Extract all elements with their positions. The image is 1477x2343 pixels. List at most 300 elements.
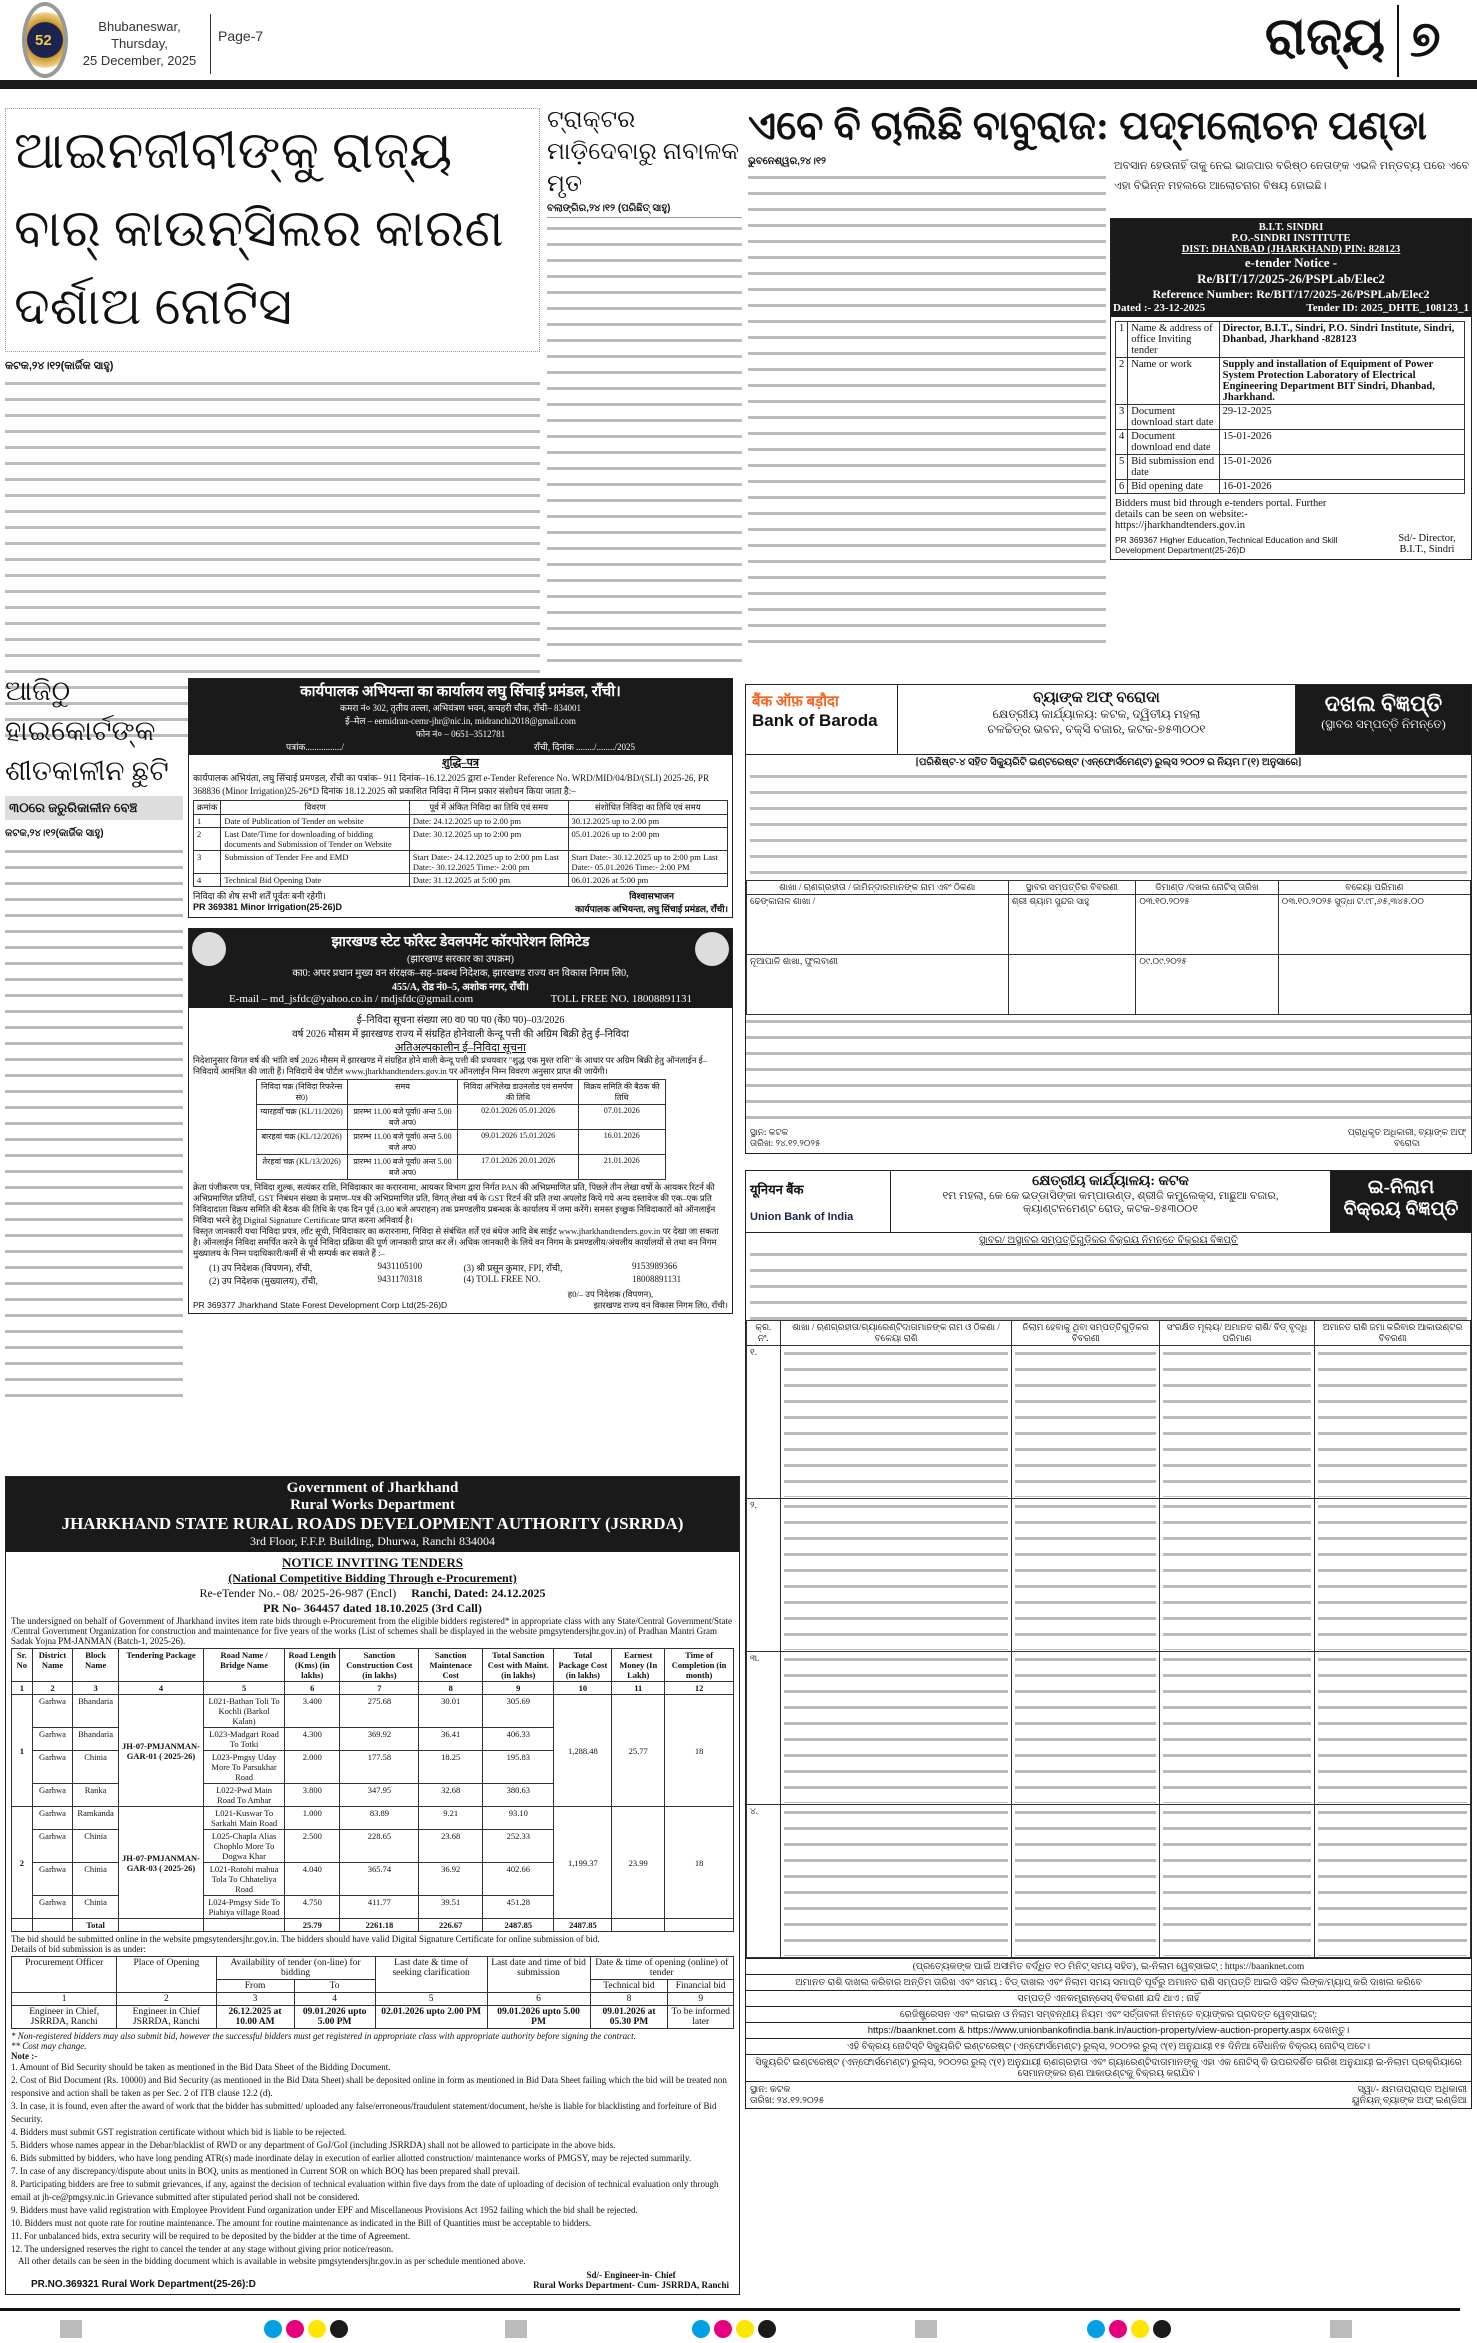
footer-final_note: ସିକ୍ୟୁରିଟି ଇଣ୍ଟରେଷ୍ଟ (ଏନ୍‌ଫୋର୍ସମେଣ୍ଟ) ରୁଲ୍ସ, ୨୦୦୨ର ରୁଲ୍ ୯(୧) ଅନୁଯାୟୀ ଋଣଗ୍ରହୀତା ଏବଂ ଗ୍ୟାରେଣ୍ଟିଦାତାମାନଙ୍କୁ ଏହା ଏକ ନୋଟିସ୍ କି ଉପରଦର୍ଶିତ ତାରିଖ ଅନୁଯାୟୀ ଇ-ନିଲାମ ପ୍ରକ୍ରିୟାରେ ସେମାନଙ୍କର ଋଣ ଆକାଉଣ୍ଟକୁ ବିକ୍ରୟ କରାଯିବ। — [746, 2054, 1471, 2081]
middle-ads-column — [188, 678, 733, 1314]
column-header: Date & time of opening (online) of tender — [590, 1957, 733, 1980]
column-header: ଶାଖା / ଋଣଗ୍ରହୀତା / ଜାମିନ୍‌ଦାରମାନଙ୍କ ନାମ ଏବଂ ଠିକଣା — [747, 881, 1009, 895]
forest-notice-title: वर्ष 2026 मौसम में झारखण्ड राज्य में संग्रहित होनेवाली केन्दू पत्ती की अग्रिम बिक्री हेतु ई–निविदा — [292, 1029, 629, 1040]
column-number: 10 — [554, 1682, 612, 1695]
bob-notice-sub: (ସ୍ଥାବର ସମ୍ପତ୍ତି ନିମନ୍ତେ) — [1321, 717, 1446, 731]
footer-notice15: ଏହି ବିକ୍ରୟ ନୋଟିସ୍‌ଟି ସିକ୍ୟୁରିଟି ଇଣ୍ଟରେଷ୍ଟ (ଏନ୍‌ଫୋର୍ସମେଣ୍ଟ) ରୁଲ୍ସ, ୨୦୦୨ର ରୁଲ୍ ୯(୧) ଅନୁଯାୟୀ ୧୫ ଦିନିଆ ବୈଧାନିକ ବିକ୍ରୟ ନୋଟିସ୍ ଅଟେ। — [746, 2038, 1471, 2054]
column-header: समय — [347, 1080, 457, 1105]
jsrrda-header-2: JHARKHAND STATE RURAL ROADS DEVELOPMENT AUTHORITY (JSRRDA) — [61, 1514, 684, 1533]
value: 406.33 — [483, 1728, 554, 1751]
table-cell: 09.01.2026 upto 5.00 PM — [487, 2006, 590, 2029]
value: 9.21 — [419, 1807, 483, 1830]
mi-date: राँची, दिनांक ......../......../2025 — [533, 742, 635, 752]
table-row — [256, 1105, 665, 1130]
union-address-2: କ୍ୟାଣ୍ଟନମେଣ୍ଟ ରୋଡ୍, କଟକ-୭୫୩୦୦୧ — [1022, 1203, 1198, 1215]
table-header — [12, 1957, 734, 1980]
column-header: क्रमांक — [194, 801, 221, 815]
forest-notice-sub: अतिअल्पकालीन ई–निविदा सूचना — [395, 1042, 526, 1054]
jsrrda-pr-call: PR No- 364457 dated 18.10.2025 (3rd Call) — [263, 1601, 482, 1615]
table-cell — [780, 1346, 1012, 1499]
forest-intro: निदेशानुसार विगत वर्ष की भांति वर्ष 2026 मौसम में झारखण्ड में संग्रहित होने वाली केन्दू पत्ती की प्रचयवार "शुद्ध एक मुश्त राशि" के आधार पर अग्रिम बिक्री हेतु ऑनलाईन ई–निविदायें आमंत्रित की जाती हैं। निविदायें वेब पोर्टल www.jharkhandtenders.gov.in पर ऑनलाईन निम्न विवरण अनुसार प्राप्त की जायेंगी। — [193, 1055, 707, 1076]
column-number: 2 — [32, 1682, 73, 1695]
value: 93.10 — [483, 1807, 554, 1830]
contact-name: (2) उप निदेशक (मुख्यालय), राँची, — [209, 1276, 318, 1286]
table-header — [194, 801, 728, 815]
article-highcourt — [5, 672, 183, 1405]
column-numbers — [12, 1993, 734, 2006]
column-header: विवरण — [221, 801, 409, 815]
value: 1.000 — [285, 1807, 340, 1830]
column-header: Road Name / Bridge Name — [204, 1649, 285, 1682]
table-cell — [1012, 1346, 1159, 1499]
bit-ref: Re/BIT/17/2025-26/PSPLab/Elec2 — [1256, 287, 1430, 301]
row-number: ୩. — [747, 1652, 781, 1805]
table-cell: 17.01.2026 20.01.2026 — [458, 1155, 579, 1180]
forest-table — [256, 1079, 666, 1180]
mi-subtitle: शुद्धि–पत्र — [442, 757, 479, 769]
total-package: 2487.85 — [554, 1919, 612, 1932]
table-cell: 09.01.2026 15.01.2026 — [458, 1130, 579, 1155]
sr-no: 2 — [12, 1807, 33, 1919]
column-number: 9 — [668, 1993, 734, 2006]
table-cell: ନୂଆପାଳି ଶାଖା, ଫୁଲବାଣୀ — [747, 955, 1009, 1015]
contact-name: (1) उप निदेशक (विपणन), राँची, — [209, 1263, 313, 1273]
column-header: Tendering Package — [118, 1649, 203, 1682]
jsrrda-footnote-1: * Non-registered bidders may also submit bid, however the successful bidders must get registered in appropriate class with appropriate authority before signing the contract. — [11, 2031, 636, 2041]
table-cell — [1159, 1652, 1314, 1805]
jsrrda-header-1: Rural Works Department — [290, 1497, 455, 1513]
table-row — [194, 815, 728, 828]
forest-org-sign: झारखण्ड राज्य वन विकास निगम लि0, राँची। — [593, 1300, 728, 1310]
masthead — [0, 0, 1477, 95]
table-row — [256, 1155, 665, 1180]
table-row — [747, 1346, 1471, 1499]
table-row — [1116, 322, 1465, 358]
table-cell: 07.01.2026 — [578, 1105, 665, 1130]
total-construction: 2261.18 — [340, 1919, 419, 1932]
column-header: Technical bid — [590, 1980, 668, 1993]
table-row — [256, 1130, 665, 1155]
value: 411.77 — [340, 1896, 419, 1919]
bob-logo-hi: बैंक ऑफ़ बड़ौदा — [752, 694, 839, 710]
table-row — [1116, 405, 1465, 430]
article-tail: ଅବସାନ ହେଉନାହିଁ ତାକୁ ନେଇ ଭାଜପାର ବରିଷ୍ଠ ନେତାଙ୍କ ଏଭଳି ମନ୍ତବ୍ୟ ପରେ ଏବେ ଏହା ବିଭିନ୍ନ ମହଲରେ ଆଲୋଚନାର ବିଷୟ ହୋଇଛି। — [1114, 160, 1470, 192]
forest-para2: विस्तृत जानकारी यथा निविदा प्रपत्र, लॉट सूची, निविदाकार का करारनामा, निविदा से संबंधित शर्तें एवं बंधेज आदि वेब साईट www.jharkhandtenders.gov.in पर देखा जा सकता है। ऑनलाईन निविदा समर्पित करने के पूर्व निविदा प्रक्रिया की पूर्ण जानकारी प्राप्त कर लें। अधिक जानकारी के लिये वन निगम के प्रमण्डलीय/अंचलीय कार्यालयों से तथा वन निगम मुख्यालय के निम्न पदाधिकारी/कर्मी से भी सम्पर्क कर सकते हैं :– — [193, 1226, 719, 1258]
table-cell: ଶ୍ରୀ ଶ୍ୟାମ ସୁନ୍ଦର ସାହୁ — [1008, 895, 1136, 955]
value: 177.58 — [340, 1751, 419, 1784]
footer-urls: https://baanknet.com & https://www.unionbankofindia.bank.in/auction-property/view-auction-property.aspx ଦେଖନ୍ତୁ। — [746, 2022, 1471, 2038]
value: 32.68 — [419, 1784, 483, 1807]
road-name: L024-Pmgsy Side To Piahiya village Road — [204, 1896, 285, 1919]
column-header: Road Length (Kms) (in lakhs) — [285, 1649, 340, 1682]
table-cell: 15-01-2026 — [1219, 455, 1464, 480]
forest-emblem-right — [695, 932, 729, 966]
district: Garhwa — [32, 1784, 73, 1807]
table-cell: 15-01-2026 — [1219, 430, 1464, 455]
note-item: 12. The undersigned reserves the right to cancel the tender at any stage without giving prior notice/reason. — [11, 2244, 394, 2254]
column-header: ସଂରକ୍ଷିତ ମୂଲ୍ୟ/ ଅମାନତ ରାଶି/ ବିଡ୍ ବୃଦ୍ଧି ପରିମାଣ — [1159, 1321, 1314, 1346]
district: Garhwa — [32, 1751, 73, 1784]
note-item: 5. Bidders whose names appear in the Debar/blacklist of RWD or any department of GoJ/GoI (including JSRRDA) shall not be allowed to participate in the above bids. — [11, 2140, 616, 2150]
contact-phone: 9431105100 — [377, 1261, 423, 1271]
table-row — [194, 874, 728, 887]
table-cell: Date: 24.12.2025 up to 2.00 pm — [409, 815, 568, 828]
table-cell — [1159, 1805, 1314, 1958]
footer-encumbrance: ସମ୍ପତ୍ତି ଏନକମ୍ବ୍ରାନ୍‌ସେସ୍ ବିବରଣୀ ଯଦି ଥାଏ : ନାହିଁ — [746, 1990, 1471, 2006]
headline: ଏବେ ବି ଚାଲିଛି ବାବୁରାଜ: ପଦ୍ମଲୋଚନ ପଣ୍ଡା — [748, 103, 1428, 148]
column-header: To — [294, 1980, 375, 1993]
table-cell: 3 — [194, 851, 221, 874]
mi-note: निविदा की शेष सभी शर्तें पूर्वतः बनी रहेगी। — [193, 891, 326, 901]
table-header — [256, 1080, 665, 1105]
bank-of-baroda-possession-notice — [745, 684, 1472, 1154]
table-row — [12, 1807, 734, 1830]
table-cell: 3 — [1116, 405, 1128, 430]
forest-email: E-mail – md_jsfdc@yahoo.co.in / mdjsfdc@gmail.com — [229, 993, 474, 1005]
table-cell: 6 — [1116, 480, 1128, 494]
table-cell: Engineer in Chief JSRRDA, Ranchi — [117, 2006, 216, 2029]
table-cell: Start Date:- 24.12.2025 up to 2:00 pm Last Date:- 30.12.2025 Time:- 2:00 pm — [409, 851, 568, 874]
table-cell: Date of Publication of Tender on website — [221, 815, 409, 828]
empty-cell — [118, 1919, 203, 1932]
column-header: Time of Completion (in month) — [665, 1649, 734, 1682]
column-header: କ୍ର. ନଂ. — [747, 1321, 781, 1346]
column-number: 5 — [204, 1682, 285, 1695]
column-header: District Name — [32, 1649, 73, 1682]
bit-header-1: P.O.-SINDRI INSTITUTE — [1231, 233, 1351, 244]
bit-pr: PR 369367 Higher Education,Technical Education and Skill Development Department(25-26)D — [1115, 535, 1338, 555]
forest-para1: क्रेता पंजीकरण पत्र, निविदा शुल्क, सत्यंकर राशि, निविदाकार का करारनामा, आयकर विभाग द्वारा निर्गत PAN की अभिप्रमाणित प्रति, पिछले तीन लेखा वर्षो के आयकर रिटर्न की अभिप्रमाणित प्रतियाँ, GST निबंधन संख्या के प्रमाण–पत्र की अभिप्रमाणित प्रति, विगत् लेखा वर्ष के GST रिटर्न की प्रति तथा अपलोड किये गये अन्य दस्तावेज की एक–एक प्रति निविदादाता विक्रय समिति की बैठक की तिथि के एक दिन पूर्व (3.00 बजे अपराहन) तक प्रमण्डलीय प्रबन्धक के कार्यालय में जमा करेंगे। समस्त इच्छुक निविदाकारों को ऑनलाईन निविदा भरने हेतु Digital Signature Certificate प्राप्त करना अनिवार्य है। — [193, 1182, 716, 1225]
bit-dated: Dated :- 23-12-2025 — [1113, 302, 1206, 314]
block: Ramkanda — [73, 1807, 118, 1830]
value: 4.040 — [285, 1863, 340, 1896]
mi-pr: PR 369381 Minor Irrigation(25-26)D — [193, 902, 343, 912]
table-cell — [1008, 955, 1136, 1015]
note-item: 1. Amount of Bid Security should be taken as mentioned in the Bid Data Sheet of the Bidding Document. — [11, 2062, 391, 2072]
bob-notice: ଦଖଲ ବିଜ୍ଞପ୍ତି — [1324, 691, 1443, 716]
bit-sindri-tender — [1110, 218, 1472, 560]
block: Chinia — [73, 1830, 118, 1863]
total-total_maint: 2487.85 — [483, 1919, 554, 1932]
jsrrda-works-table — [11, 1648, 734, 1932]
union-logo-en: Union Bank of India — [750, 1211, 854, 1224]
tendering-package: JH-07-PMJANMAN-GAR-03 ( 2025-26) — [118, 1807, 203, 1919]
table-row — [747, 955, 1471, 1015]
jsrrda-intro: The undersigned on behalf of Government of Jharkhand invites item rate bids through e-Procurement from the eligible bidders registered* in appropriate class with any State/Central Government/State /Central Government Organization for construction and maintenance for five years of the works (List of schemes shall be displayed in the website pmgsytendersjhr.gov.in) of Pradhan Mantri Gram Sadak Yojna PM-JANMAN (Batch-1, 2025-26). — [11, 1616, 733, 1646]
block: Chinia — [73, 1863, 118, 1896]
jsrrda-tender — [5, 1476, 740, 2295]
empty-cell — [204, 1919, 285, 1932]
column-header: विक्रय समिति की बैठक की तिथि — [578, 1080, 665, 1105]
bit-header-2: DIST: DHANBAD (JHARKHAND) PIN: 828123 — [1181, 244, 1401, 255]
table-cell: 5 — [1116, 455, 1128, 480]
jsrrda-pr: PR.NO.369321 Rural Work Department(25-26):D — [31, 2279, 256, 2290]
sr-no: 1 — [12, 1695, 33, 1807]
table-cell: To be informed later — [668, 2006, 734, 2029]
column-number: 8 — [590, 1993, 668, 2006]
table-cell — [1012, 1499, 1159, 1652]
article-tractor — [547, 104, 742, 672]
column-header: ସ୍ଥାବର ସମ୍ପତ୍ତିର ବିବରଣୀ — [1008, 881, 1136, 895]
headline: ଆଜିଠୁ ହାଇକୋର୍ଟଙ୍କ ଶୀତକାଳୀନ ଛୁଟି — [5, 676, 169, 787]
union-address-1: ୧ମ ମହଲା, କେ କେ ଭଡ୍ଡାସିଙ୍କା କମ୍ପାଉଣ୍ଡ, ଶ୍ରୀଜି କମ୍ପ୍ଲେକ୍ସ, ମାଛୁଆ ବଜାର, — [942, 1190, 1279, 1202]
table-row — [747, 1499, 1471, 1652]
jsrrda-details-label: Details of bid submission is as under: — [11, 1944, 146, 1954]
road-name: L021-Rotohi mahua Tola To Chhateliya Road — [204, 1863, 285, 1896]
column-number: 4 — [118, 1682, 203, 1695]
row-number: ୪. — [747, 1805, 781, 1958]
bob-body — [750, 770, 1467, 880]
mi-address: कमरा नं० 302, तृतीय तल्ला, अभियंत्रण भवन, कचहरी चौक, राँची– 834001 — [340, 703, 581, 713]
union-place: ସ୍ଥାନ: କଟକ — [750, 2085, 791, 2095]
mi-phone: फोन नं० – 0651–3512781 — [415, 729, 506, 739]
jsrrda-notes — [6, 2061, 739, 2256]
table-cell: 16-01-2026 — [1219, 480, 1464, 494]
table-row — [1116, 480, 1465, 494]
forest-sign: ह0/– उप निदेशक (विपणन), — [567, 1289, 654, 1299]
table-cell: Name or work — [1128, 358, 1219, 405]
article-body — [5, 845, 183, 1405]
note-item: 11. For unbalanced bids, extra security will be required to be deposited by the bidder at the time of Agreement. — [11, 2231, 411, 2241]
column-number: 9 — [483, 1682, 554, 1695]
table-cell — [1315, 1652, 1471, 1805]
jsrrda-sign-1: Sd/- Engineer-in- Chief — [586, 2270, 676, 2280]
column-header: Availability of tender (on-line) for bidding — [216, 1957, 375, 1980]
column-header: Last date and time of bid submission — [487, 1957, 590, 1993]
column-header: Procurement Officer — [12, 1957, 117, 1993]
total-maintenance: 226.67 — [419, 1919, 483, 1932]
column-number: 2 — [117, 1993, 216, 2006]
package-total: 1,288.48 — [554, 1695, 612, 1807]
empty-cell — [12, 1919, 33, 1932]
date-line-2: 25 December, 2025 — [82, 53, 197, 68]
table-cell: 02.01.2026 05.01.2026 — [458, 1105, 579, 1130]
table-cell: 29-12-2025 — [1219, 405, 1464, 430]
jsrrda-title: NOTICE INVITING TENDERS — [281, 1555, 464, 1570]
column-number: 3 — [216, 1993, 294, 2006]
column-header: Sr. No — [12, 1649, 33, 1682]
table-row — [12, 2006, 734, 2029]
note-item: 10. Bidders must not quote rate for routine maintenance. The amount for routine maintenance as indicated in the Bill of Quantities must be acceptable to bidders. — [11, 2218, 592, 2228]
value: 23.68 — [419, 1830, 483, 1863]
column-numbers — [12, 1682, 734, 1695]
bob-date: ତାରିଖ: ୨୪.୧୨.୨୦୨୫ — [750, 1138, 821, 1148]
union-office: କ୍ଷେତ୍ରୀୟ କାର୍ଯ୍ୟାଳୟ: କଟକ — [1032, 1174, 1189, 1189]
table-header — [747, 1321, 1471, 1346]
table-cell — [780, 1805, 1012, 1958]
value: 2.000 — [285, 1751, 340, 1784]
block: Ranka — [73, 1784, 118, 1807]
forest-toll: TOLL FREE NO. 18008891131 — [550, 993, 692, 1005]
empty-cell — [612, 1919, 665, 1932]
note-item: 6. Bids submitted by bidders, who have long pending ATR(s) made inordinate delay in execution of earlier allotted construction/ maintenance works of PMGSY, may be rejected summarily. — [11, 2153, 692, 2163]
forest-contacts — [189, 1259, 732, 1289]
road-name: L025-Chapla Alias Chophlo More To Dogwa Khar — [204, 1830, 285, 1863]
table-cell: Submission of Tender Fee and EMD — [221, 851, 409, 874]
bit-header-0: B.I.T. SINDRI — [1258, 222, 1324, 233]
column-header: निविदा चक्र (निविदा रिफरेन्स सं0) — [256, 1080, 347, 1105]
package-months: 18 — [665, 1807, 734, 1919]
jsrrda-note-label: Note :- — [11, 2051, 38, 2061]
table-cell — [1315, 1499, 1471, 1652]
table-cell: 02.01.2026 upto 2.00 PM — [375, 2006, 487, 2029]
jsrrda-tender-no: Re-eTender No.- 08/ 2025-26-987 (Encl) — [199, 1586, 397, 1600]
table-cell — [1012, 1652, 1159, 1805]
table-cell: 30.12.2025 up to 2.00 pm — [568, 815, 727, 828]
table-cell — [1315, 1346, 1471, 1499]
column-number: 12 — [665, 1682, 734, 1695]
table-row — [194, 828, 728, 851]
row-number: ୧. — [747, 1346, 781, 1499]
value: 380.63 — [483, 1784, 554, 1807]
bob-name: ବ୍ୟାଙ୍କ ଅଫ୍ ବରୋଦା — [1033, 690, 1160, 706]
table-cell — [1315, 1805, 1471, 1958]
table-cell: ଢେଙ୍କାନାଳ ଶାଖା / — [747, 895, 1009, 955]
table-cell: प्रारम्भ 11.00 बजे पूर्वा0 अन्त 5.00 बजे अप0 — [347, 1155, 457, 1180]
headline: ଆଇନଜୀବୀଙ୍କୁ ରାଜ୍ୟ ବାର୍ କାଉନ୍ସିଲର କାରଣ ଦର୍ଶାଅ ନୋଟିସ — [5, 108, 540, 352]
table-cell: प्रारम्भ 11.00 बजे पूर्वा0 अन्त 5.00 बजे अप0 — [347, 1130, 457, 1155]
bob-sign: ପ୍ରାଧିକୃତ ଅଧିକାରୀ, ବ୍ୟାଙ୍କ ଅଫ୍ ବରୋଦା — [1347, 1127, 1467, 1148]
forest-logo-left — [192, 932, 226, 966]
column-header: निविदा अभिलेख डाउनलोड एवं समर्पण की तिथि — [458, 1080, 579, 1105]
column-header: ଅମାନତ ରାଶି ଜମା କରିବାର ଆକାଉଣ୍ଟର ବିବରଣୀ — [1315, 1321, 1471, 1346]
value: 39.51 — [419, 1896, 483, 1919]
table-cell: Document download start date — [1128, 405, 1219, 430]
total-label: Total — [73, 1919, 118, 1932]
note-item: 8. Participating bidders are free to submit grievances, if any, against the decision of technical evaluation within five days from the date of uploading of decision of technical evaluation only through email at jh-ce@pmgsy.nic.in Grievance submitted after stipulated period shall not be considered. — [11, 2179, 719, 2202]
value: 347.95 — [340, 1784, 419, 1807]
contact-name: (3) श्री प्रसून कुमार, FPI, राँची, — [463, 1263, 563, 1273]
bit-ref-label: Reference Number: — [1152, 287, 1254, 301]
column-header: ଡିମାଣ୍ଡ /ଦଖଲ ନୋଟିସ୍ ତାରିଖ — [1136, 881, 1278, 895]
union-footer — [746, 1958, 1471, 2108]
column-header: ନିଲାମ ହେବାକୁ ଥିବା ସମ୍ପତ୍ତିଗୁଡ଼ିକର ବିବରଣୀ — [1012, 1321, 1159, 1346]
union-signature-block — [746, 2081, 1471, 2108]
column-number: 3 — [73, 1682, 118, 1695]
value: 275.68 — [340, 1695, 419, 1728]
table-cell — [1159, 1346, 1314, 1499]
tendering-package: JH-07-PMJANMAN-GAR-01 ( 2025-26) — [118, 1695, 203, 1807]
district: Garhwa — [32, 1830, 73, 1863]
table-row — [12, 1695, 734, 1728]
bob-logo-en: Bank of Baroda — [752, 711, 878, 730]
road-name: L022-Pwd Main Road To Amhar — [204, 1784, 285, 1807]
value: 2.500 — [285, 1830, 340, 1863]
road-name: L023-Madgari Road To Totki — [204, 1728, 285, 1751]
table-cell: Director, B.I.T., Sindri, P.O. Sindri Institute, Sindri, Dhanbad, Jharkhand -828123 — [1219, 322, 1464, 358]
bit-notice-title: e-tender Notice - — [1244, 255, 1338, 270]
value: 83.89 — [340, 1807, 419, 1830]
footer-auction_time: (ପ୍ରତ୍ୟେକଙ୍କ ପାଇଁ ଅସୀମିତ ବର୍ଦ୍ଧିତ ୧୦ ମିନିଟ୍ ସମୟ ସହିତ), ଇ-ନିଲାମ ୱେବ୍‌ସାଇଟ୍ : https://baanknet.com — [746, 1958, 1471, 1974]
package-emd: 23.99 — [612, 1807, 665, 1919]
headline: ଟ୍ରାକ୍ଟର ମାଡ଼ିଦେବାରୁ ନାବାଳକ ମୃତ — [547, 107, 739, 197]
column-header: ବକେୟା ପରିମାଣ — [1278, 881, 1470, 895]
table-cell: 1 — [1116, 322, 1128, 358]
union-auction-table — [746, 1320, 1471, 1958]
forest-address: 455/A, रोड नं0–5, अशोक नगर, राँची। — [392, 982, 529, 993]
bit-footer: Bidders must bid through e-tenders portal. Further details can be seen on website:- https://jharkhandtenders.gov.in — [1115, 498, 1327, 531]
column-header: Sanction Maintenace Cost — [419, 1649, 483, 1682]
table-cell: 2 — [1116, 358, 1128, 405]
table-row — [747, 895, 1471, 955]
table-cell: Name & address of office Inviting tender — [1128, 322, 1219, 358]
article-body — [547, 222, 742, 672]
table-cell: Supply and installation of Equipment of Power System Protection Laboratory of Electrical Engineering Department BIT Sindri, Dhanbad, Jharkhand. — [1219, 358, 1464, 405]
article-bar-council — [5, 108, 540, 737]
bob-office: କ୍ଷେତ୍ରୀୟ କାର୍ଯ୍ୟାଳୟ: କଟକ, ଦ୍ୱିତୀୟ ମହଲା — [992, 707, 1201, 721]
jsrrda-bid-note: The bid should be submitted online in the website pmgsytendersjhr.gov.in. The bidders should have valid Digital Signature Certificate for online submission of bid. — [11, 1934, 600, 1944]
footer-registration: ରେଜିଷ୍ଟ୍ରେସନ ଏବଂ ଲଗଇନ ଓ ନିଲାମ ସମ୍ବନ୍ଧୀୟ ନିୟମ ଏବଂ ସର୍ତ୍ତାବଳୀ ନିମନ୍ତେ ବ୍ୟାଙ୍କର ପ୍ରଦତ୍ତ ୱେବ୍‌ସାଇଟ୍: — [746, 2006, 1471, 2022]
table-cell — [1278, 955, 1470, 1015]
dateline: ବଲାଙ୍ଗିର,୨୪।୧୨ (ପରିଛିତ୍ ସାହୁ) — [547, 200, 742, 218]
table-cell: 09.01.2026 upto 5.00 PM — [294, 2006, 375, 2029]
table-cell: ୦୯.୦୯.୨୦୨୫ — [1136, 955, 1278, 1015]
bit-tender-table — [1115, 321, 1465, 494]
table-cell: Start Date:- 30.12.2025 up to 2:00 pm Last Date:- 05.01.2026 Time:- 2:00 PM — [568, 851, 727, 874]
footer-emd_deadline: ଅମାନତ ରାଶି ଦାଖଲ କରିବାର ଅନ୍ତିମ ତାରିଖ ଏବଂ ସମୟ : ବିଡ୍ ଦାଖଲ ଏବଂ ନିଲାମ ସମୟ ସମାପ୍ତି ପୂର୍ବରୁ ଅମାନତ ରାଶି ସମ୍ପତ୍ତି ଆଇଡି ସହିତ ଲିଙ୍କ/ମ୍ୟାପ୍ କରି ଦାଖଲ କରିବେ — [746, 1974, 1471, 1990]
table-cell: तेरहवां चक्र (KL/13/2026) — [256, 1155, 347, 1180]
table-cell: Bid opening date — [1128, 480, 1219, 494]
bob-address: ଚଳଚ୍ଚିତ୍ର ଭବନ, ବକ୍ସି ବଜାର, କଟକ-୭୫୩୦୦୧ — [987, 722, 1206, 736]
union-logo-hi: यूनियन बैंक — [750, 1181, 804, 1197]
union-date: ତାରିଖ: ୨୪.୧୨.୨୦୨୫ — [750, 2096, 825, 2106]
district: Garhwa — [32, 1695, 73, 1728]
column-number: 1 — [12, 1682, 33, 1695]
column-number: 4 — [294, 1993, 375, 2006]
table-cell: Last Date/Time for downloading of bidding documents and Submission of Tender on Website — [221, 828, 409, 851]
column-header: Last date & time of seeking clarification — [375, 1957, 487, 1993]
bit-signature: Sd/- Director, B.I.T., Sindri — [1398, 533, 1456, 555]
value: 369.92 — [340, 1728, 419, 1751]
kicker: ୩୦ରେ ଜରୁରିକାଳୀନ ବେଞ୍ଚ — [5, 796, 183, 820]
column-number: 6 — [487, 1993, 590, 2006]
table-cell: Technical Bid Opening Date — [221, 874, 409, 887]
table-cell: ୦୩.୧୦.୨୦୨୫ ସୁଦ୍ଧା ଟ.୯୮,୬୫,୩୪୫.୦୦ — [1278, 895, 1470, 955]
jsrrda-closing: All other details can be seen in the bidding document which is available in website pmgsytendersjhr.gov.in as per schedule mentioned above. — [18, 2256, 526, 2266]
mi-email: ई–मेल – eemidran-cemr-jhr@nic.in, midranchi2018@gmail.com — [345, 716, 576, 726]
union-bank-e-auction-notice — [745, 1170, 1472, 2109]
value: 3.800 — [285, 1784, 340, 1807]
column-number: 1 — [12, 1993, 117, 2006]
column-header: Financial bid — [668, 1980, 734, 1993]
mi-sign2: कार्यपालक अभियन्ता, लघु सिंचाई प्रमंडल, राँची। — [575, 904, 728, 914]
contact-phone: 9431170318 — [377, 1274, 423, 1284]
column-header: पूर्व में अंकित निविदा का तिथि एवं समय — [409, 801, 568, 815]
jsrrda-subtitle: (National Competitive Bidding Through e-Procurement) — [228, 1571, 517, 1585]
empty-cell — [665, 1919, 734, 1932]
union-notice: ଇ-ନିଲାମ ବିକ୍ରୟ ବିଜ୍ଞପ୍ତି — [1331, 1171, 1471, 1232]
dateline: ଭୁବନେଶ୍ୱର,୨୪।୧୨ — [748, 156, 827, 167]
minor-irrigation-corrigendum — [188, 678, 733, 918]
contact-name: (4) TOLL FREE NO. — [463, 1274, 541, 1284]
value: 18.25 — [419, 1751, 483, 1784]
union-sign-2: ୟୁନିୟନ୍ ବ୍ୟାଙ୍କ ଅଫ୍ ଇଣ୍ଡିଆ — [1351, 2096, 1467, 2106]
right-ads-column — [745, 684, 1472, 2109]
table-cell — [780, 1652, 1012, 1805]
page-number: ୭ — [1410, 11, 1441, 67]
value: 402.66 — [483, 1863, 554, 1896]
column-number: 5 — [375, 1993, 487, 2006]
value: 3.400 — [285, 1695, 340, 1728]
jsrrda-header-3: 3rd Floor, F.F.P. Building, Dhurwa, Ranchi 834004 — [250, 1534, 495, 1548]
column-number: 6 — [285, 1682, 340, 1695]
bit-notice-ref: Re/BIT/17/2025-26/PSPLab/Elec2 — [1197, 271, 1385, 286]
forest-subtitle: (झारखण्ड सरकार का उपक्रम) — [407, 954, 514, 965]
district: Garhwa — [32, 1807, 73, 1830]
bob-place: ସ୍ଥାନ: କଟକ — [750, 1127, 789, 1137]
block: Chinia — [73, 1751, 118, 1784]
table-cell: 1 — [194, 815, 221, 828]
